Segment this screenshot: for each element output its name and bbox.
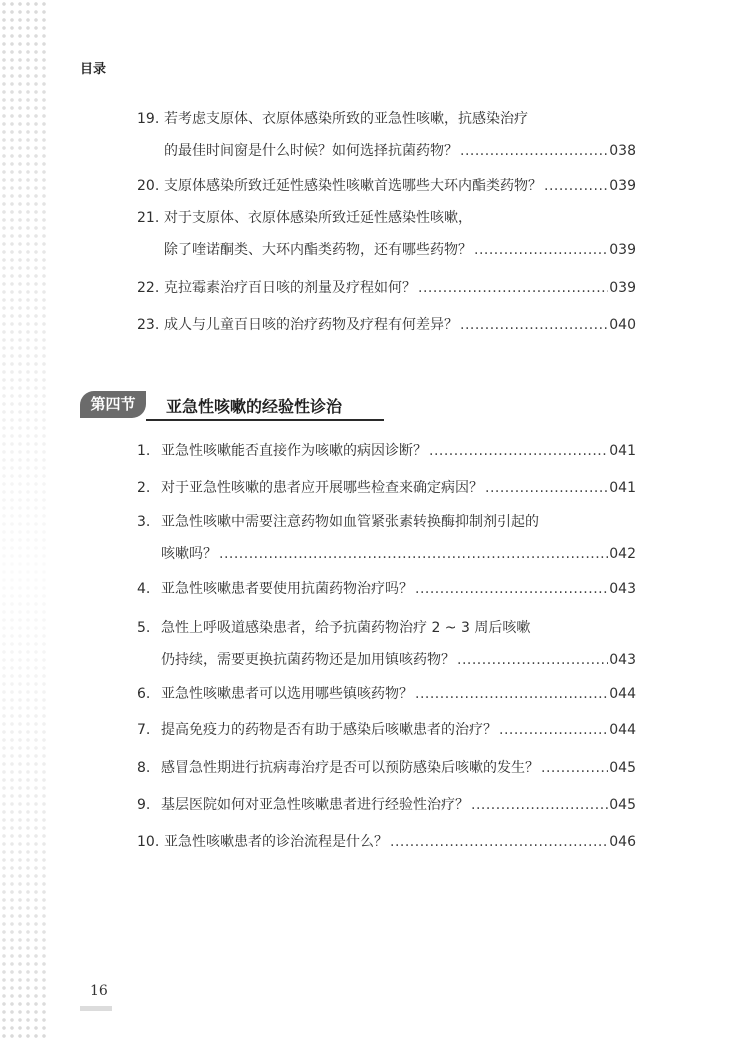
toc-entry-21[interactable] — [137, 207, 636, 260]
toc-entry-s4-3[interactable] — [137, 511, 636, 564]
page-number-bar — [80, 1006, 112, 1011]
dot-leader — [544, 178, 608, 194]
entry-text: 亚急性咳嗽能否直接作为咳嗽的病因诊断？ — [161, 443, 427, 459]
dot-leader — [390, 834, 608, 850]
dot-leader — [457, 652, 608, 668]
toc-entry-19[interactable] — [137, 108, 636, 161]
dot-leader — [219, 546, 608, 562]
entry-number: 1. — [137, 443, 151, 459]
entry-number: 4. — [137, 581, 151, 597]
dot-leader — [429, 443, 608, 459]
entry-number: 23. — [137, 317, 160, 333]
dot-leader — [418, 280, 608, 296]
toc-entry-s4-10[interactable] — [137, 831, 636, 852]
entry-number: 7. — [137, 722, 151, 738]
entry-page-number: 041 — [609, 443, 636, 459]
entry-text-continued: 咳嗽吗？ — [161, 546, 217, 562]
dot-leader — [460, 317, 608, 333]
running-title: 目录 — [80, 62, 107, 77]
toc-entry-22[interactable] — [137, 277, 636, 298]
entry-text: 克拉霉素治疗百日咳的剂量及疗程如何？ — [164, 280, 416, 296]
entry-page-number: 045 — [609, 760, 636, 776]
entry-number: 5. — [137, 620, 151, 636]
entry-number: 22. — [137, 280, 160, 296]
dot-leader — [415, 686, 608, 702]
entry-page-number: 041 — [609, 480, 636, 496]
entry-text-continued: 仍持续，需要更换抗菌药物还是加用镇咳药物？ — [161, 652, 455, 668]
entry-text: 急性上呼吸道感染患者，给予抗菌药物治疗 2 ~ 3 周后咳嗽 — [161, 620, 531, 636]
entry-number: 8. — [137, 760, 151, 776]
section-title: 亚急性咳嗽的经验性诊治 — [166, 397, 343, 416]
entry-text: 感冒急性期进行抗病毒治疗是否可以预防感染后咳嗽的发生？ — [161, 760, 539, 776]
entry-page-number: 043 — [609, 652, 636, 668]
entry-text: 成人与儿童百日咳的治疗药物及疗程有何差异？ — [164, 317, 458, 333]
toc-entry-s4-5[interactable] — [137, 617, 636, 670]
entry-text: 支原体感染所致迁延性感染性咳嗽首选哪些大环内酯类药物？ — [164, 178, 542, 194]
entry-text: 对于支原体、衣原体感染所致迁延性感染性咳嗽， — [164, 210, 472, 226]
dot-leader — [474, 242, 608, 258]
toc-entry-s4-6[interactable] — [137, 683, 636, 704]
entry-page-number: 038 — [609, 143, 636, 159]
entry-text: 若考虑支原体、衣原体感染所致的亚急性咳嗽，抗感染治疗 — [164, 111, 528, 127]
entry-page-number: 039 — [609, 280, 636, 296]
entry-number: 6. — [137, 686, 151, 702]
entry-text-continued: 除了喹诺酮类、大环内酯类药物，还有哪些药物？ — [164, 242, 472, 258]
toc-entry-s4-4[interactable] — [137, 578, 636, 599]
entry-number: 2. — [137, 480, 151, 496]
entry-page-number: 046 — [609, 834, 636, 850]
toc-entry-23[interactable] — [137, 314, 636, 335]
toc-entry-s4-7[interactable] — [137, 719, 636, 740]
dot-leader — [415, 581, 608, 597]
entry-number: 10. — [137, 834, 160, 850]
entry-page-number: 039 — [609, 242, 636, 258]
entry-text: 提高免疫力的药物是否有助于感染后咳嗽患者的治疗？ — [161, 722, 497, 738]
entry-page-number: 043 — [609, 581, 636, 597]
dot-leader — [485, 480, 608, 496]
toc-entry-20[interactable] — [137, 175, 636, 196]
entry-number: 21. — [137, 210, 160, 226]
entry-text-continued: 的最佳时间窗是什么时候？如何选择抗菌药物？ — [164, 143, 458, 159]
dot-leader — [541, 760, 608, 776]
entry-page-number: 040 — [609, 317, 636, 333]
entry-page-number: 042 — [609, 546, 636, 562]
entry-number: 19. — [137, 111, 160, 127]
entry-number: 9. — [137, 797, 151, 813]
entry-text: 亚急性咳嗽患者的诊治流程是什么？ — [164, 834, 388, 850]
section-header — [80, 391, 384, 421]
entry-text: 对于亚急性咳嗽的患者应开展哪些检查来确定病因？ — [161, 480, 483, 496]
dot-leader — [499, 722, 608, 738]
page-number: 16 — [90, 983, 108, 999]
entry-page-number: 044 — [609, 686, 636, 702]
dot-pattern-decoration — [0, 0, 48, 1040]
entry-number: 20. — [137, 178, 160, 194]
entry-page-number: 039 — [609, 178, 636, 194]
toc-entry-s4-2[interactable] — [137, 477, 636, 498]
entry-text: 亚急性咳嗽患者可以选用哪些镇咳药物？ — [161, 686, 413, 702]
toc-entry-s4-1[interactable] — [137, 440, 636, 461]
section-badge: 第四节 — [80, 391, 146, 418]
dot-leader — [471, 797, 608, 813]
entry-text: 亚急性咳嗽患者要使用抗菌药物治疗吗？ — [161, 581, 413, 597]
entry-number: 3. — [137, 514, 151, 530]
toc-entry-s4-9[interactable] — [137, 794, 636, 815]
entry-text: 基层医院如何对亚急性咳嗽患者进行经验性治疗？ — [161, 797, 469, 813]
entry-text: 亚急性咳嗽中需要注意药物如血管紧张素转换酶抑制剂引起的 — [161, 514, 539, 530]
entry-page-number: 045 — [609, 797, 636, 813]
entry-page-number: 044 — [609, 722, 636, 738]
dot-leader — [460, 143, 608, 159]
toc-entry-s4-8[interactable] — [137, 757, 636, 778]
section-underline — [146, 419, 384, 421]
